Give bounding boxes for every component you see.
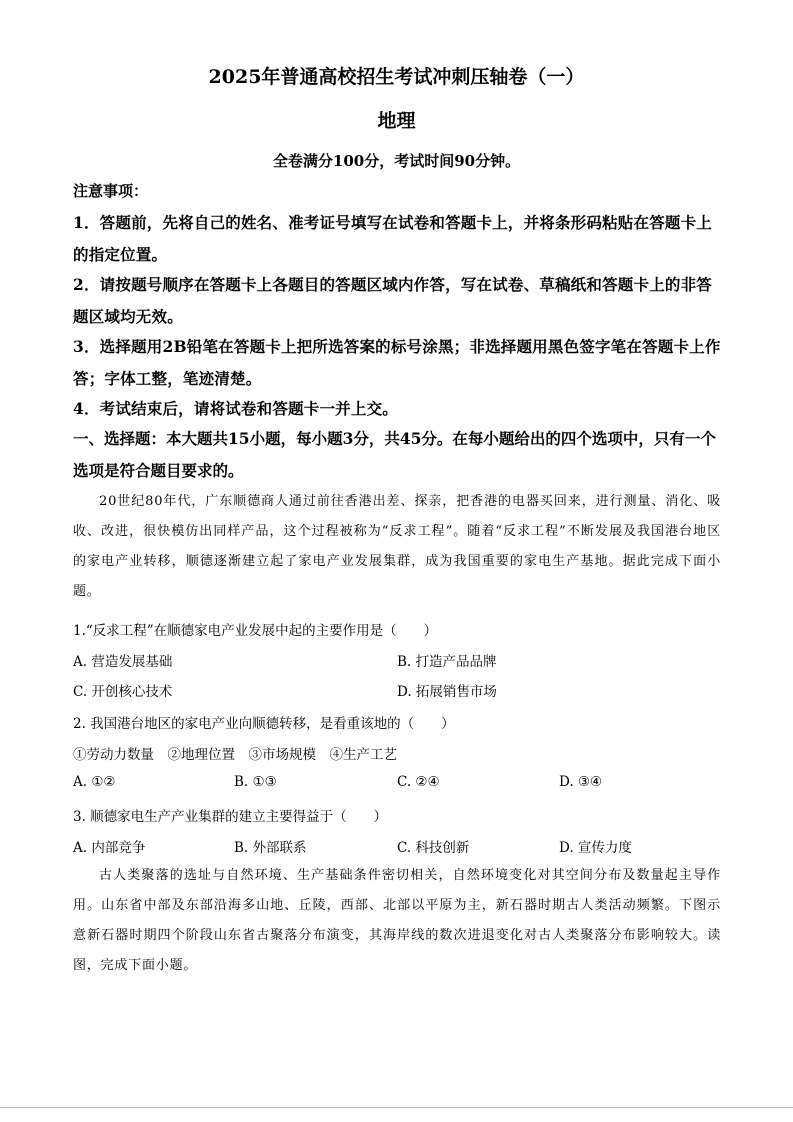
exam-title: 2025年普通高校招生考试冲刺压轴卷（一） [208,66,585,88]
question-2-option-a: A. ①② [73,774,116,790]
question-3-option-c: C. 科技创新 [397,840,470,856]
question-2-option-c: C. ②④ [397,774,440,790]
subject-title: 地理 [377,110,416,132]
passage-2: 古人类聚落的选址与自然环境、生产基础条件密切相关，自然环境变化对其空间分布及数量起主导作用。山东省中部及东部沿海多山地、丘陵，西部、北部以平原为主，新石器时期古人类活动频繁。下图示意新石器时期四个阶段山东省古聚落分布演变，其海岸线的数次进退变化对古人类聚落分布影响较大。读图，完成下面小题。 [73,868,721,973]
notes-heading: 注意事项： [73,182,149,200]
question-2-option-d: D. ③④ [559,774,603,790]
question-3-stem: 3. 顺德家电生产产业集群的建立主要得益于（ ） [73,809,388,825]
question-2-option-b: B. ①③ [234,774,277,790]
question-3-option-b: B. 外部联系 [234,840,307,856]
section-heading-choice: 一、选择题：本大题共15小题，每小题3分，共45分。在每小题给出的四个选项中，只有一个选项是符合题目要求的。 [73,429,716,480]
question-3-option-a: A. 内部竞争 [73,840,146,856]
footer-divider [0,1107,793,1108]
note-item-4: 4．考试结束后，请将试卷和答题卡一并上交。 [73,399,398,418]
score-info: 全卷满分100分，考试时间90分钟。 [272,152,521,170]
question-1-option-a: A. 营造发展基础 [73,654,173,670]
question-1-option-c: C. 开创核心技术 [73,684,173,700]
question-2-stem: 2. 我国港台地区的家电产业向顺德转移，是看重该地的（ ） [73,716,455,732]
question-2-statements: ①劳动力数量 ②地理位置 ③市场规模 ④生产工艺 [73,747,397,763]
question-1-stem: 1.“反求工程”在顺德家电产业发展中起的主要作用是（ ） [73,623,438,639]
question-1-option-b: B. 打造产品品牌 [397,654,497,670]
note-item-3: 3．选择题用2B铅笔在答题卡上把所选答案的标号涂黑；非选择题用黑色签字笔在答题卡上作答；字体工整，笔迹清楚。 [73,337,721,388]
passage-1: 20世纪80年代，广东顺德商人通过前往香港出差、探亲，把香港的电器买回来，进行测量、消化、吸收、改进，很快模仿出同样产品，这个过程被称为“反求工程”。随着“反求工程”不断发展及我国港台地区的家电产业转移，顺德逐渐建立起了家电产业发展集群，成为我国重要的家电生产基地。据此完成下面小题。 [73,494,721,599]
note-item-1: 1．答题前，先将自己的姓名、准考证号填写在试卷和答题卡上，并将条形码粘贴在答题卡上的指定位置。 [73,213,712,264]
note-item-2: 2．请按题号顺序在答题卡上各题目的答题区域内作答，写在试卷、草稿纸和答题卡上的非答题区域均无效。 [73,275,712,326]
question-1-option-d: D. 拓展销售市场 [397,684,497,700]
question-3-option-d: D. 宣传力度 [559,840,632,856]
